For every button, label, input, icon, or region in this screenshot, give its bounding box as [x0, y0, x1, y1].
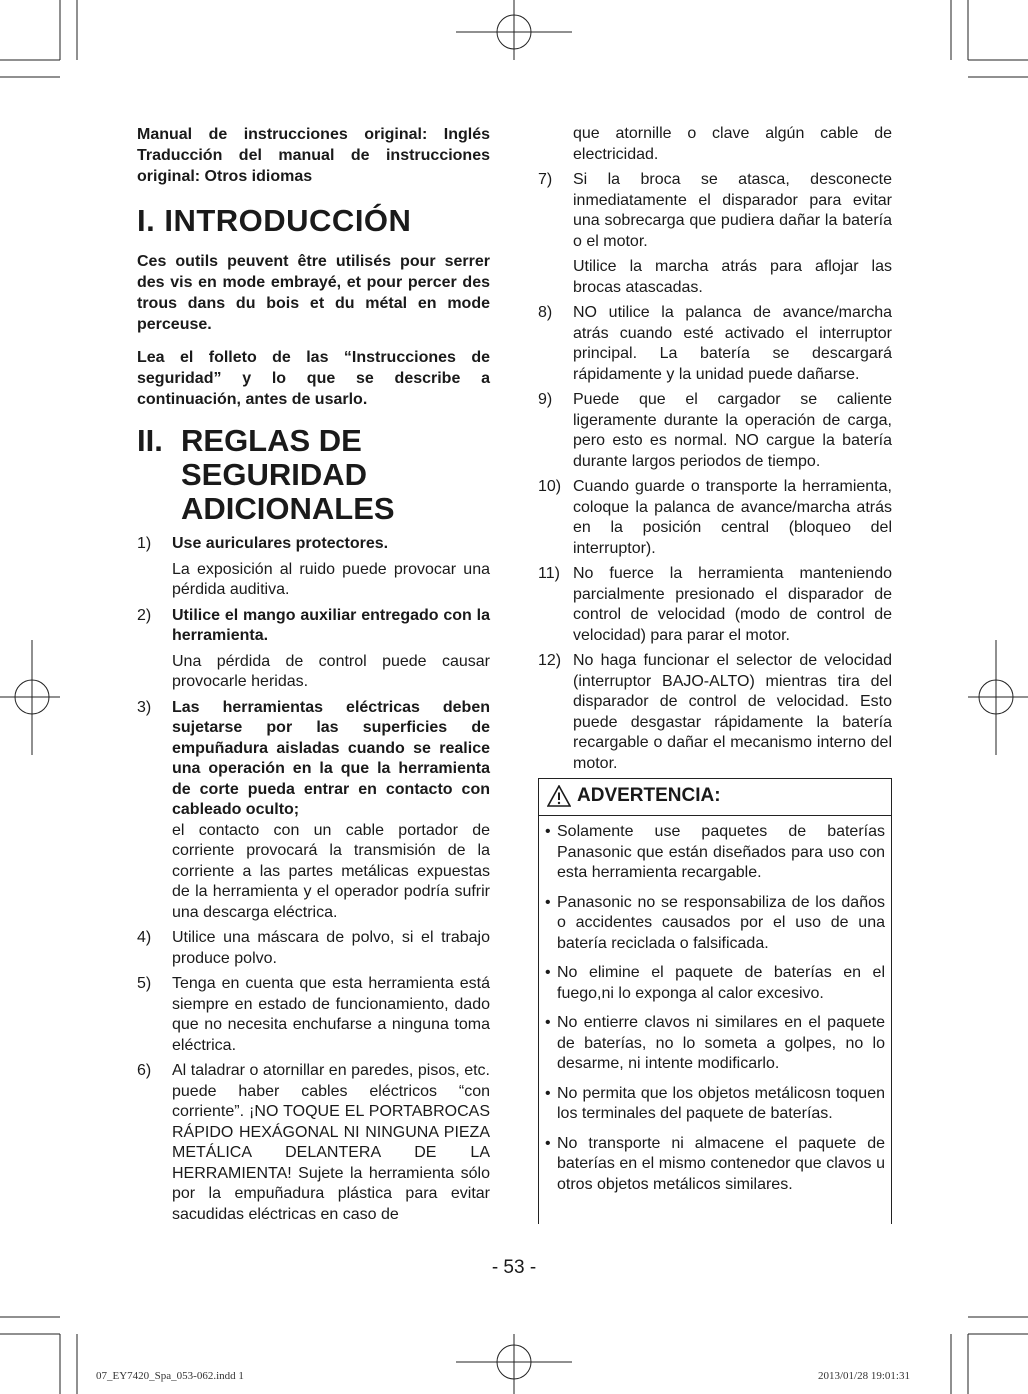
list-item — [137, 534, 490, 601]
warning-list — [539, 816, 891, 1195]
item-text: Cuando guarde o transporte la herramienta, coloque la palanca de avance/marcha atrás en la posición central (bloqueo del interruptor). — [573, 478, 892, 557]
item-number: 12) — [538, 652, 562, 669]
item-text: Una pérdida de control puede causar provocarle heridas. — [172, 652, 490, 690]
item-text: Tenga en cuenta que esta herramienta está siempre en estado de funcionamiento, dado que no necesita enchufarse a ninguna toma eléctrica. — [172, 975, 490, 1054]
warning-item — [545, 822, 885, 884]
right-column — [538, 124, 892, 779]
print-slug-date: 2013/01/28 19:01:31 — [818, 1370, 910, 1382]
warning-item-text: No elimine el paquete de baterías en el fuego,ni lo exponga al calor excesivo. — [557, 964, 885, 1002]
list-item — [538, 390, 892, 472]
warning-item-text: No permita que los objetos metálicosn toquen los terminales del paquete de baterías. — [557, 1084, 885, 1122]
item-text: el contacto con un cable portador de corriente provocará la transmisión de la corriente a las partes metálicas expuestas de la herramienta y el operador podría sufrir una descarga eléctrica. — [172, 821, 490, 921]
list-item — [137, 1061, 490, 1225]
warning-item — [545, 1084, 885, 1125]
intro-paragraph-2: Lea el folleto de las “Instrucciones de seguridad” y lo que se describe a continuación, antes de usarlo. — [137, 349, 490, 408]
list-item — [538, 564, 892, 646]
bullet: • — [545, 1084, 551, 1102]
warning-item-text: Panasonic no se responsabiliza de los daños o accidentes causados por el uso de una batería reciclada o falsificada. — [557, 893, 885, 952]
item-text: La exposición al ruido puede provocar una pérdida auditiva. — [172, 560, 490, 598]
item-number: 2) — [137, 606, 152, 624]
item-text: Puede que el cargador se caliente ligeramente durante la operación de carga, pero esto es normal. NO cargue la batería durante largos periodos de tiempo. — [573, 391, 892, 470]
section-title-reglas — [137, 424, 490, 526]
warning-item — [545, 963, 885, 1004]
list-item — [137, 928, 490, 969]
list-item — [538, 303, 892, 385]
warning-box — [538, 778, 892, 1224]
list-item — [137, 698, 490, 924]
list-item — [137, 974, 490, 1056]
section-number: II. — [137, 423, 163, 458]
intro-paragraph-1: Ces outils peuvent être utilisés pour serrer des vis en mode embrayé, et pour percer des trous dans du bois et du métal en mode perceuse. — [137, 253, 490, 333]
bullet: • — [545, 964, 551, 981]
item-number: 4) — [137, 929, 152, 946]
section-heading-text: REGLAS DE SEGURIDAD ADICIONALES — [181, 423, 395, 526]
warning-item — [545, 893, 885, 955]
warning-title — [539, 779, 891, 816]
print-slug-file: 07_EY7420_Spa_053-062.indd 1 — [96, 1370, 244, 1382]
item-text: Utilice una máscara de polvo, si el trabajo produce polvo. — [172, 929, 490, 967]
page-number: - 53 - — [491, 1257, 537, 1278]
item-text: No fuerce la herramienta manteniendo parcialmente presionado el disparador de control de velocidad (modo de control de velocidad) para parar el motor. — [573, 565, 892, 644]
item-number: 10) — [538, 478, 562, 495]
item-number: 8) — [538, 304, 553, 321]
item-number: 7) — [538, 171, 553, 188]
item-number: 6) — [137, 1062, 152, 1079]
item-text: NO utilice la palanca de avance/marcha atrás cuando esté activado el interruptor principal. La batería se descargará rápidamente y la unidad puede dañarse. — [573, 304, 892, 383]
list-item — [538, 170, 892, 298]
item-heading: Utilice el mango auxiliar entregado con la herramienta. — [172, 606, 490, 644]
bullet: • — [545, 893, 551, 911]
item-heading: Use auriculares protectores. — [172, 535, 389, 552]
left-column — [137, 124, 490, 1230]
item-heading: Las herramientas eléctricas deben sujetarse por las superficies de empuñadura aisladas cuando se realice una operación en la que la herramienta de corte pueda entrar en contacto con cableado oculto; — [172, 698, 490, 818]
item-number: 5) — [137, 975, 152, 992]
bullet: • — [545, 823, 551, 840]
list-item — [137, 606, 490, 693]
list-item — [538, 651, 892, 774]
item-number: 3) — [137, 698, 152, 716]
warning-item-text: Solamente use paquetes de baterías Panasonic que están diseñados para uso con esta herramienta recargable. — [557, 823, 885, 881]
bullet: • — [545, 1014, 551, 1031]
item-number: 11) — [538, 565, 560, 582]
warning-item — [545, 1013, 885, 1075]
warning-triangle-icon — [547, 785, 571, 807]
item-text: Si la broca se atasca, desconecte inmediatamente el disparador para evitar una sobrecarga que pudiera dañar la batería o el motor. — [573, 171, 892, 250]
warning-item-text: No entierre clavos ni similares en el paquete de baterías, no lo someta a golpes, no lo desarme, ni intente modificarlo. — [557, 1014, 885, 1072]
item-text: No haga funcionar el selector de velocidad (interruptor BAJO-ALTO) mientras tira del disparador de control de velocidad. Esto puede desgastar rápidamente la batería recargable o dañar el mecanismo interno del motor. — [573, 652, 892, 772]
bullet: • — [545, 1134, 551, 1152]
header-note: Manual de instrucciones original: Inglés Traducción del manual de instrucciones original: Otros idiomas — [137, 126, 490, 185]
item-6-continuation: que atornille o clave algún cable de electricidad. — [573, 125, 892, 163]
item-number: 1) — [137, 535, 152, 552]
section-title-introduccion: I. INTRODUCCIÓN — [137, 203, 412, 238]
item-extra-text: Utilice la marcha atrás para aflojar las brocas atascadas. — [573, 258, 892, 296]
list-item — [538, 477, 892, 559]
item-text: Al taladrar o atornillar en paredes, pisos, etc. puede haber cables eléctricos “con corriente”. ¡NO TOQUE EL PORTABROCAS RÁPIDO HEXÁGONAL NI NINGUNA PIEZA METÁLICA DELANTERA DE LA HERRAMIENTA! Sujete la herramienta sólo por la empuñadura plástica para evitar sacudidas eléctricas en caso de — [172, 1062, 490, 1223]
item-number: 9) — [538, 391, 553, 408]
warning-item — [545, 1134, 885, 1196]
warning-title-text: ADVERTENCIA: — [577, 785, 721, 806]
warning-item-text: No transporte ni almacene el paquete de baterías en el mismo contenedor que clavos u otros objetos metálicos similares. — [557, 1134, 885, 1193]
